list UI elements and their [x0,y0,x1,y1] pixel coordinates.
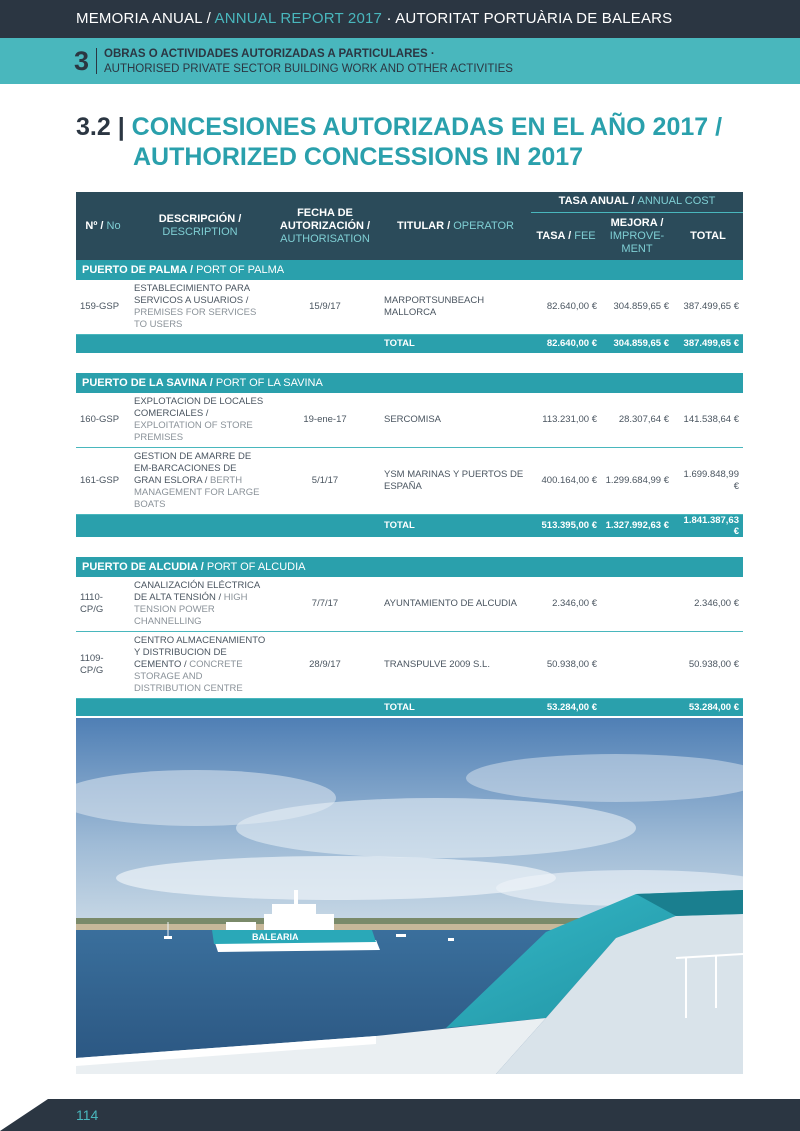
header-authority: · AUTORITAT PORTUÀRIA DE BALEARS [386,10,673,27]
header-annual-cost: TASA ANUAL / ANNUAL COST [531,192,743,212]
total-fee: 513.395,00 € [531,514,601,537]
cell-total: 50.938,00 € [673,631,743,698]
harbour-photo [76,718,743,1074]
section-title-en: AUTHORISED PRIVATE SECTOR BUILDING WORK AND OTHER ACTIVITIES [104,63,513,75]
total-total: 53.284,00 € [673,698,743,716]
table-spacer [76,537,743,557]
title-number: 3.2 | [76,113,125,141]
cell-improvement: 1.299.684,99 € [601,447,673,514]
ferry-brand: BALEARIA [252,932,299,942]
header-memoria: MEMORIA ANUAL / [76,10,211,27]
cell-number: 159-GSP [76,280,130,335]
cell-date: 28/9/17 [270,631,380,698]
total-label: TOTAL [380,698,531,716]
cell-description: ESTABLECIMIENTO PARA SERVICOS A USUARIOS / PREMISES FOR SERVICES TO USERS [130,280,270,335]
port-header-row [76,557,743,577]
section-bar [0,38,800,84]
cell-improvement: 304.859,65 € [601,280,673,335]
section-title-es: OBRAS O ACTIVIDADES AUTORIZADAS A PARTICULARES · [104,48,435,60]
total-spacer [76,335,380,353]
header-improvement: MEJORA / IMPROVE-MENT [601,212,673,260]
cell-total: 387.499,65 € [673,280,743,335]
cell-date: 7/7/17 [270,577,380,632]
header-total: TOTAL [673,212,743,260]
cell-number: 1110-CP/G [76,577,130,632]
cell-date: 19-ene-17 [270,393,380,448]
cell-total: 141.538,64 € [673,393,743,448]
total-spacer [76,698,380,716]
title-es: CONCESIONES AUTORIZADAS EN EL AÑO 2017 / [131,113,723,141]
total-improvement: 304.859,65 € [601,335,673,353]
title-en: AUTHORIZED CONCESSIONS IN 2017 [133,143,584,171]
cell-fee: 50.938,00 € [531,631,601,698]
cell-operator: SERCOMISA [380,393,531,448]
port-name: PUERTO DE LA SAVINA / PORT OF LA SAVINA [76,373,743,393]
cell-fee: 82.640,00 € [531,280,601,335]
concessions-table [76,192,743,716]
cell-number: 160-GSP [76,393,130,448]
port-header-row [76,373,743,393]
cell-description: GESTION DE AMARRE DE EM-BARCACIONES DE GRAN ESLORA / BERTH MANAGEMENT FOR LARGE BOATS [130,447,270,514]
port-name: PUERTO DE PALMA / PORT OF PALMA [76,260,743,280]
table-row [76,577,743,632]
total-fee: 53.284,00 € [531,698,601,716]
cell-description: CANALIZACIÓN ELÉCTRICA DE ALTA TENSIÓN / HIGH TENSION POWER CHANNELLING [130,577,270,632]
cell-total: 1.699.848,99 € [673,447,743,514]
header-annual-report: ANNUAL REPORT 2017 [214,10,383,27]
total-label: TOTAL [380,335,531,353]
cell-date: 15/9/17 [270,280,380,335]
header-date: FECHA DE AUTORIZACIÓN / AUTHORISATION [270,192,380,260]
port-total-row [76,335,743,353]
port-name: PUERTO DE ALCUDIA / PORT OF ALCUDIA [76,557,743,577]
header-number: Nº / No [76,192,130,260]
cell-improvement: 28.307,64 € [601,393,673,448]
cell-operator: AYUNTAMIENTO DE ALCUDIA [380,577,531,632]
table-row [76,280,743,335]
total-total: 1.841.387,63 € [673,514,743,537]
cell-improvement [601,631,673,698]
section-divider [96,48,97,74]
cell-number: 1109-CP/G [76,631,130,698]
cell-date: 5/1/17 [270,447,380,514]
port-header-row [76,260,743,280]
total-improvement [601,698,673,716]
cell-fee: 2.346,00 € [531,577,601,632]
total-total: 387.499,65 € [673,335,743,353]
total-spacer [76,514,380,537]
report-header-text [76,10,672,27]
cell-operator: MARPORTSUNBEACH MALLORCA [380,280,531,335]
cell-fee: 400.164,00 € [531,447,601,514]
table-spacer [76,353,743,373]
cell-operator: YSM MARINAS Y PUERTOS DE ESPAÑA [380,447,531,514]
section-number: 3 [74,46,90,76]
cell-total: 2.346,00 € [673,577,743,632]
ferry-harbour-image [76,718,743,1074]
cell-fee: 113.231,00 € [531,393,601,448]
header-description: DESCRIPCIÓN / DESCRIPTION [130,192,270,260]
footer-corner-wedge [0,1099,48,1131]
page-footer [0,1099,800,1131]
page-title [76,112,722,172]
cell-improvement [601,577,673,632]
port-total-row [76,698,743,716]
cell-description: EXPLOTACION DE LOCALES COMERCIALES / EXPLOITATION OF STORE PREMISES [130,393,270,448]
top-header-bar [0,0,800,38]
total-fee: 82.640,00 € [531,335,601,353]
total-label: TOTAL [380,514,531,537]
table-row [76,631,743,698]
port-total-row [76,514,743,537]
table-row [76,447,743,514]
table-row [76,393,743,448]
total-improvement: 1.327.992,63 € [601,514,673,537]
header-operator: TITULAR / OPERATOR [380,192,531,260]
header-fee: TASA / FEE [531,212,601,260]
cell-operator: TRANSPULVE 2009 S.L. [380,631,531,698]
cell-number: 161-GSP [76,447,130,514]
page-number: 114 [76,1107,99,1123]
table-body [76,260,743,716]
cell-description: CENTRO ALMACENAMIENTO Y DISTRIBUCION DE CEMENTO / CONCRETE STORAGE AND DISTRIBUTION CENTRE [130,631,270,698]
